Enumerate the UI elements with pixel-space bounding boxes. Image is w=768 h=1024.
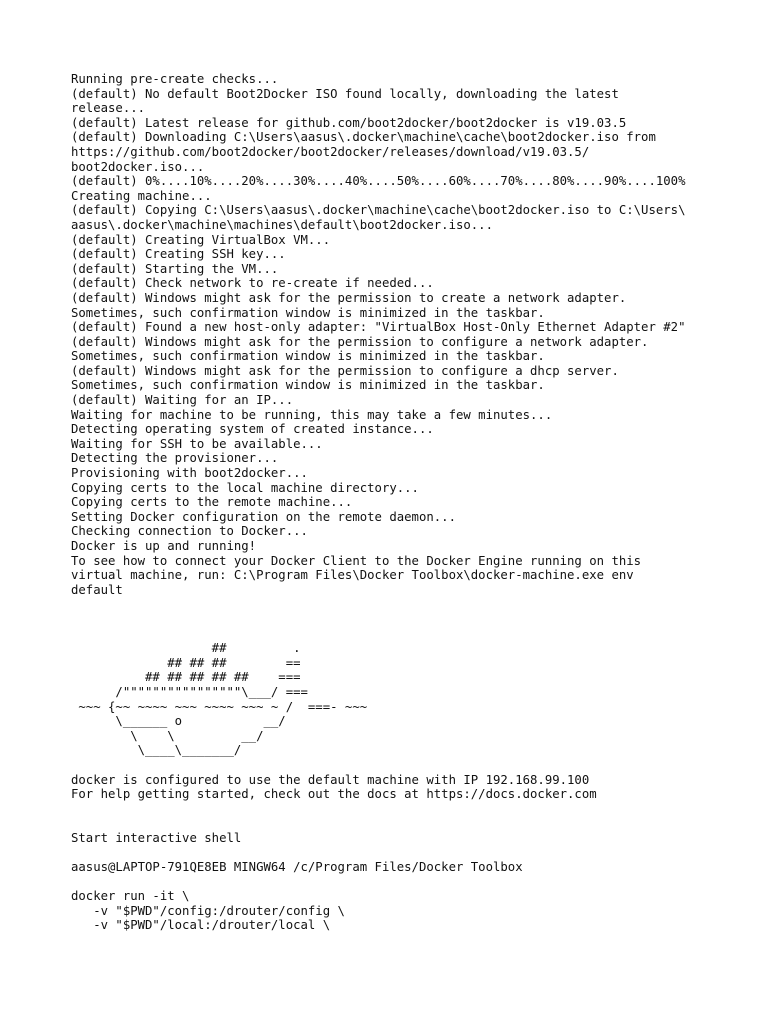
terminal-line: default — [71, 582, 123, 597]
terminal-line: virtual machine, run: C:\Program Files\Docker Toolbox\docker-machine.exe env — [71, 568, 634, 583]
terminal-line: docker run -it \ — [71, 889, 190, 904]
terminal-line — [71, 612, 761, 627]
terminal-line: Running pre-create checks... — [71, 72, 279, 86]
terminal-line: boot2docker.iso... — [71, 159, 205, 174]
terminal-line: Checking connection to Docker... — [71, 524, 308, 539]
terminal-line: Waiting for SSH to be available... — [71, 436, 323, 451]
terminal-line: Detecting operating system of created instance... — [71, 422, 434, 437]
terminal-line: ## . — [71, 641, 301, 656]
terminal-line: (default) Latest release for github.com/boot2docker/boot2docker is v19.03.5 — [71, 115, 627, 130]
terminal-line: Start interactive shell — [71, 830, 242, 845]
terminal-line: Creating machine... — [71, 188, 212, 203]
terminal-line: \ \ __/ — [71, 728, 264, 743]
terminal-line: (default) Copying C:\Users\aasus\.docker\machine\cache\boot2docker.iso to C:\Users\ — [71, 203, 686, 218]
terminal-line: aasus\.docker\machine\machines\default\boot2docker.iso... — [71, 217, 493, 232]
terminal-line: Sometimes, such confirmation window is minimized in the taskbar. — [71, 378, 545, 393]
terminal-line: docker is configured to use the default machine with IP 192.168.99.100 — [71, 772, 590, 787]
terminal-line: ~~~ {~~ ~~~~ ~~~ ~~~~ ~~~ ~ / ===- ~~~ — [71, 699, 368, 714]
terminal-line — [71, 802, 761, 817]
terminal-output — [71, 72, 761, 933]
terminal-line: ## ## ## ## ## === — [71, 670, 301, 685]
terminal-line: (default) Creating SSH key... — [71, 247, 286, 262]
terminal-line — [71, 758, 761, 773]
terminal-line: Waiting for machine to be running, this may take a few minutes... — [71, 407, 553, 422]
terminal-line: Detecting the provisioner... — [71, 451, 279, 466]
terminal-line: (default) Waiting for an IP... — [71, 393, 294, 408]
terminal-line: (default) Found a new host-only adapter: "VirtualBox Host-Only Ethernet Adapter #2" — [71, 320, 686, 335]
terminal-line: (default) Windows might ask for the permission to configure a dhcp server. — [71, 363, 619, 378]
terminal-line: Sometimes, such confirmation window is minimized in the taskbar. — [71, 349, 545, 364]
terminal-line: (default) Creating VirtualBox VM... — [71, 232, 331, 247]
terminal-line: To see how to connect your Docker Client to the Docker Engine running on this — [71, 553, 642, 568]
terminal-line: (default) Windows might ask for the permission to configure a network adapter. — [71, 334, 649, 349]
terminal-line: (default) Check network to re-create if needed... — [71, 276, 434, 291]
terminal-line: \____\_______/ — [71, 743, 242, 758]
terminal-line: -v "$PWD"/local:/drouter/local \ — [71, 918, 331, 933]
terminal-line: (default) 0%....10%....20%....30%....40%....50%....60%....70%....80%....90%....100% — [71, 174, 686, 189]
terminal-line: (default) Downloading C:\Users\aasus\.docker\machine\cache\boot2docker.iso from — [71, 130, 656, 145]
terminal-line: (default) No default Boot2Docker ISO found locally, downloading the latest — [71, 86, 619, 101]
terminal-line — [71, 845, 761, 860]
terminal-line — [71, 597, 761, 612]
terminal-line — [71, 816, 761, 831]
terminal-line: (default) Windows might ask for the permission to create a network adapter. — [71, 290, 627, 305]
terminal-line — [71, 875, 761, 890]
terminal-line: release... — [71, 101, 146, 116]
terminal-line: Setting Docker configuration on the remote daemon... — [71, 509, 456, 524]
terminal-line: ## ## ## == — [71, 655, 301, 670]
terminal-line: \______ o __/ — [71, 714, 286, 729]
terminal-line: -v "$PWD"/config:/drouter/config \ — [71, 903, 345, 918]
terminal-line: (default) Starting the VM... — [71, 261, 279, 276]
terminal-line: Copying certs to the remote machine... — [71, 495, 353, 510]
terminal-line: Copying certs to the local machine directory... — [71, 480, 419, 495]
terminal-line: Docker is up and running! — [71, 539, 257, 553]
terminal-line: Sometimes, such confirmation window is minimized in the taskbar. — [71, 305, 545, 320]
terminal-line — [71, 627, 761, 642]
terminal-line: Provisioning with boot2docker... — [71, 466, 308, 481]
terminal-line: /""""""""""""""""\___/ === — [71, 684, 308, 699]
terminal-line: For help getting started, check out the docs at https://docs.docker.com — [71, 787, 597, 802]
terminal-line: https://github.com/boot2docker/boot2docker/releases/download/v19.03.5/ — [71, 144, 590, 159]
terminal-line: aasus@LAPTOP-791QE8EB MINGW64 /c/Program Files/Docker Toolbox — [71, 860, 523, 875]
